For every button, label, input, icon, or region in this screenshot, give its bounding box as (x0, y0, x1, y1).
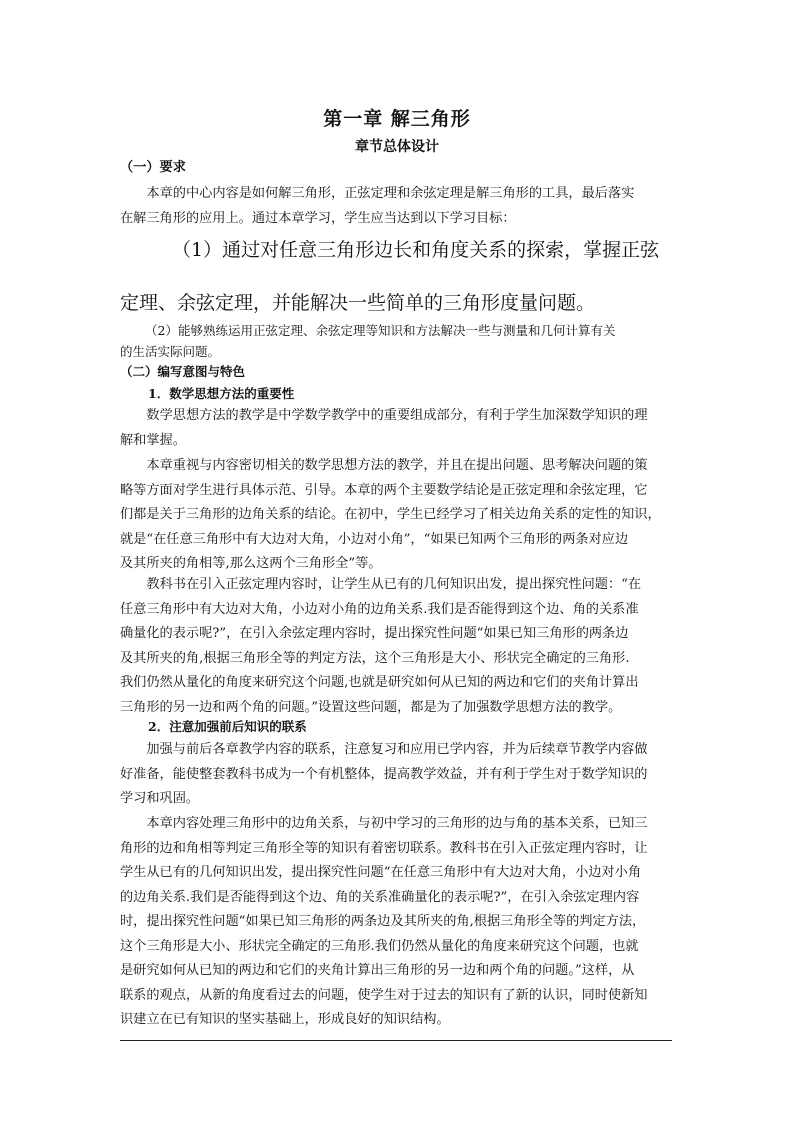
text-line: 任意三角形中有大边对大角，小边对小角的边角关系.我们是否能得到这个边、角的关系准 (120, 601, 639, 617)
paragraph-4 (120, 738, 676, 812)
goal-2-paragraph (120, 320, 676, 362)
paragraph-1 (120, 404, 676, 453)
text-line: 好准备，能使整套教科书成为一个有机整体，提高教学效益，并有利于学生对于数学知识的 (120, 766, 648, 782)
text-line: 学习和巩固。 (120, 791, 200, 806)
section-heading-design: （二）编写意图与特色 (120, 364, 246, 379)
paragraph-3 (120, 573, 676, 720)
text-line: 在解三角形的应用上。通过本章学习，学生应当达到以下学习目标： (120, 210, 516, 226)
text-line: 及其所夹的角相等,那么这两个三角形全”等。 (120, 556, 382, 571)
text-line: 是研究如何从已知的两边和它们的夹角计算出三角形的另一边和两个角的问题。”这样，从 (120, 963, 635, 978)
text-line: 联系的观点，从新的角度看过去的问题，使学生对于过去的知识有了新的认识，同时使新知 (120, 987, 648, 1003)
subheading-1: 1．数学思想方法的重要性 (148, 386, 295, 401)
text-line: 解和掌握。 (120, 432, 186, 448)
goal-1-paragraph (120, 230, 676, 324)
text-line: 教科书在引入正弦定理内容时，让学生从已有的几何知识出发，提出探究性问题：“在 (146, 577, 642, 592)
text-line: 的边角关系.我们是否能得到这个边、角的关系准确量化的表示呢?”，在引入余弦定理内容 (120, 889, 640, 905)
paragraph-5 (120, 812, 676, 1033)
section-heading-requirements: （一）要求 (120, 160, 186, 175)
text-line: 定理、余弦定理，并能解决一些简单的三角形度量问题。 (120, 292, 596, 314)
text-line: 本章的中心内容是如何解三角形，正弦定理和余弦定理是解三角形的工具，最后落实 (146, 186, 635, 201)
text-line: 角形的边和角相等判定三角形全等的知识有着密切联系。教科书在引入正弦定理内容时，让 (120, 840, 648, 856)
text-line: 数学思想方法的教学是中学数学教学中的重要组成部分，有利于学生加深数学知识的理 (146, 408, 648, 423)
text-line: 略等方面对学生进行具体示范、引导。本章的两个主要数学结论是正弦定理和余弦定理，它 (120, 482, 648, 498)
text-line: 的生活实际问题。 (120, 344, 221, 359)
text-line: 三角形的另一边和两个角的问题。”设置这些问题，都是为了加强数学思想方法的教学。 (120, 699, 622, 715)
chapter-subtitle: 章节总体设计 (355, 139, 439, 155)
chapter-title: 第一章 解三角形 (323, 108, 471, 130)
text-line: 确量化的表示呢?”，在引入余弦定理内容时，提出探究性问题“如果已知三角形的两条边 (120, 626, 629, 641)
footer-divider (120, 1040, 672, 1041)
text-line: 识建立在已有知识的坚实基础上，形成良好的知识结构。 (120, 1012, 450, 1027)
paragraph-2 (120, 454, 676, 577)
subheading-2: 2．注意加强前后知识的联系 (148, 719, 307, 734)
text-line: 时，提出探究性问题“如果已知三角形的两条边及其所夹的角,根据三角形全等的判定方法， (120, 914, 646, 929)
text-line: 学生从已有的几何知识出发，提出探究性问题“在任意三角形中有大边对大角，小边对小角 (120, 865, 642, 880)
text-line: 这个三角形是大小、形状完全确定的三角形.我们仍然从量化的角度来研究这个问题，也就 (120, 938, 639, 954)
text-line: 就是“在任意三角形中有大边对大角，小边对小角”，“如果已知两个三角形的两条对应边 (120, 531, 629, 547)
text-line: （2）能够熟练运用正弦定理、余弦定理等知识和方法解决一些与测量和几何计算有关 (145, 323, 616, 338)
text-line: 及其所夹的角,根据三角形全等的判定方法，这个三角形是大小、形状完全确定的三角形. (120, 650, 630, 666)
text-line: 加强与前后各章教学内容的联系，注意复习和应用已学内容，并为后续章节教学内容做 (146, 742, 648, 757)
text-line: （1）通过对任意三角形边长和角度关系的探索，掌握正弦 (172, 239, 660, 261)
text-line: 们都是关于三角形的边角关系的结论。在初中，学生已经学习了相关边角关系的定性的知识， (120, 507, 661, 522)
text-line: 本章重视与内容密切相关的数学思想方法的教学，并且在提出问题、思考解决问题的策 (146, 458, 648, 473)
text-line: 本章内容处理三角形中的边角关系，与初中学习的三角形的边与角的基本关系，已知三 (146, 816, 648, 831)
intro-paragraph (120, 182, 676, 231)
text-line: 我们仍然从量化的角度来研究这个问题,也就是研究如何从已知的两边和它们的夹角计算出 (120, 675, 639, 690)
